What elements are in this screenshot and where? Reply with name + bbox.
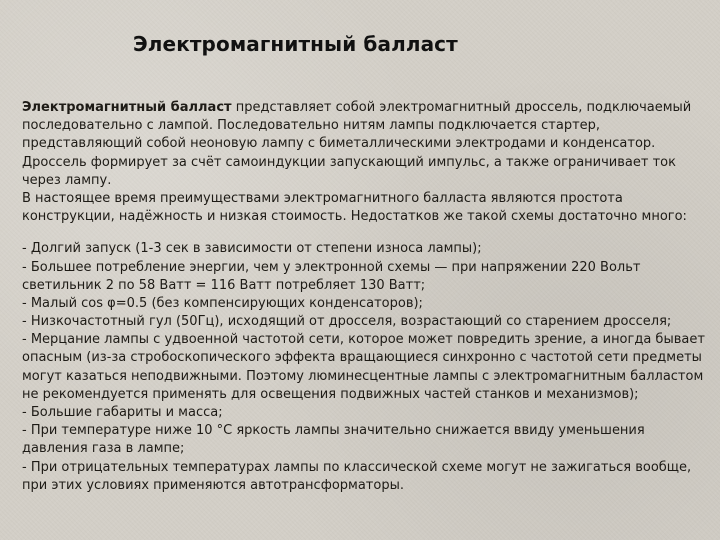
drawback-line: давления газа в лампе; xyxy=(22,441,185,457)
intro-line-1 xyxy=(22,99,702,117)
intro-line-5: через лампу. xyxy=(22,172,112,188)
drawback-line: - При температуре ниже 10 °C яркость лампы значительно снижается ввиду уменьшения xyxy=(22,423,645,439)
drawback-line: - Низкочастотный гул (50Гц), исходящий от дросселя, возрастающий со старением дросселя; xyxy=(22,314,672,330)
drawback-line: опасным (из-за стробоскопического эффекта вращающиеся синхронно с частотой сети предметы xyxy=(22,350,702,366)
drawback-line: - Большие габариты и масса; xyxy=(22,405,223,420)
drawback-line: - Долгий запуск (1-3 сек в зависимости от степени износа лампы); xyxy=(22,241,482,257)
drawback-line: могут казаться неподвижными. Поэтому люминесцентные лампы с электромагнитным балластом xyxy=(22,368,704,384)
drawback-line: - При отрицательных температурах лампы по классической схеме могут не зажигаться вообще, xyxy=(22,459,692,475)
intro-line-4: Дроссель формирует за счёт самоиндукции запускающий импульс, а также ограничивает ток xyxy=(22,154,676,170)
slide-body xyxy=(22,99,705,495)
paragraph-gap xyxy=(22,226,702,240)
intro-line-1-text: представляет собой электромагнитный дроссель, подключаемый xyxy=(231,100,692,115)
drawback-line: - Большее потребление энергии, чем у электронной схемы — при напряжении 220 Вольт xyxy=(22,259,641,275)
intro-line-2: последовательно с лампой. Последовательно нитям лампы подключается стартер, xyxy=(22,118,601,134)
intro-bold-lead: Электромагнитный балласт xyxy=(22,100,232,115)
intro-line-7: конструкции, надёжность и низкая стоимость. Недостатков же такой схемы достаточно много: xyxy=(22,209,687,225)
intro-line-6: В настоящее время преимуществами электромагнитного балласта являются простота xyxy=(22,190,623,206)
slide-title: Электромагнитный балласт xyxy=(133,32,458,56)
drawback-line: при этих условиях применяются автотрансформаторы. xyxy=(22,477,404,493)
drawback-line: не рекомендуется применять для освещения подвижных частей станков и механизмов); xyxy=(22,386,639,402)
drawback-line: светильник 2 по 58 Ватт = 116 Ватт потребляет 130 Ватт; xyxy=(22,277,426,293)
drawback-line: - Мерцание лампы с удвоенной частотой сети, которое может повредить зрение, а иногда бывает xyxy=(22,332,705,348)
drawback-line: - Малый cos φ=0.5 (без компенсирующих конденсаторов); xyxy=(22,295,423,311)
intro-line-3: представляющий собой неоновую лампу с биметаллическими электродами и конденсатор. xyxy=(22,136,656,152)
